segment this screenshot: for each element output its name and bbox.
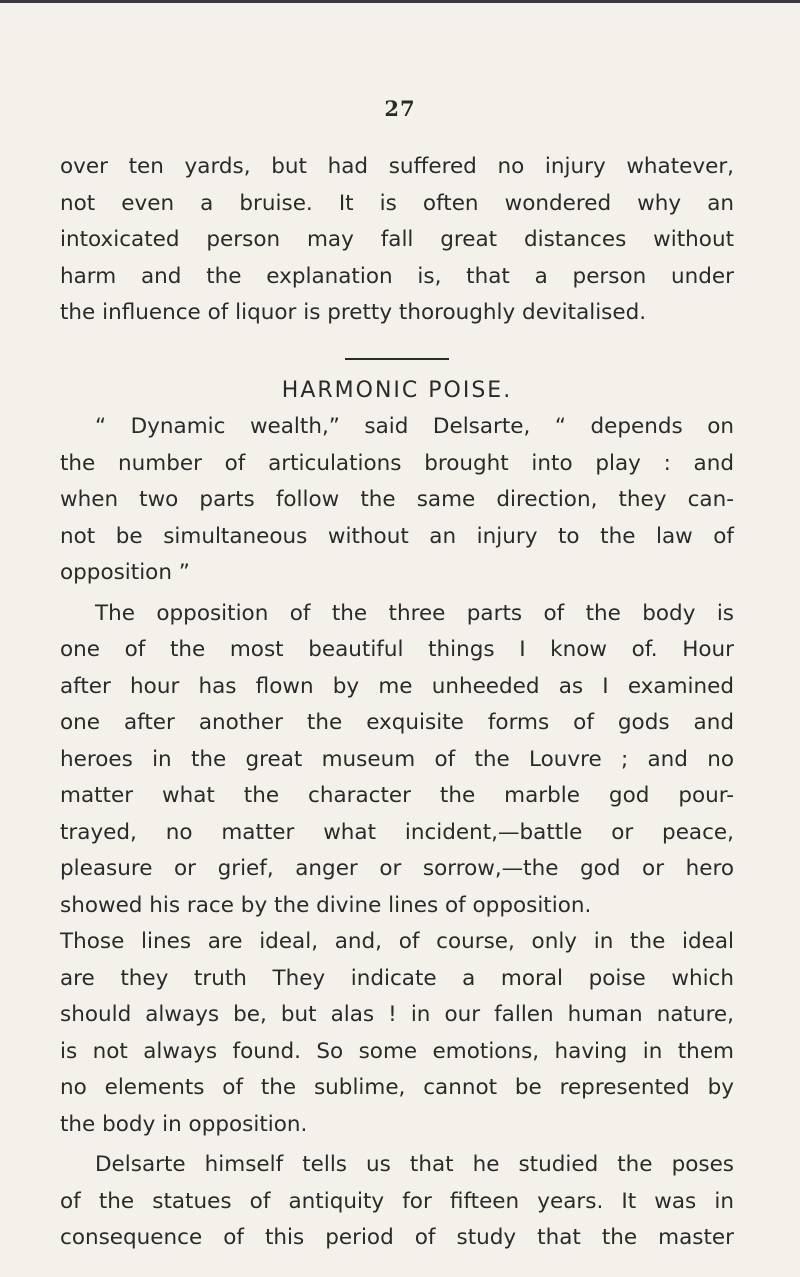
text-line: one after another the exquisite forms of gods and (60, 710, 734, 735)
text-line: opposition ” (60, 560, 190, 585)
text-line: heroes in the great museum of the Louvre ; and no (60, 746, 734, 772)
text-line: is not always found. So some emotions, having in them (60, 1038, 734, 1064)
text-line: intoxicated person may fall great distances without (60, 227, 734, 252)
paragraph-1 (60, 149, 734, 332)
page-number: 27 (384, 96, 416, 121)
text-line: over ten yards, but had suffered no injury whatever, (60, 154, 734, 179)
text-line: pleasure or grief, anger or sorrow,—the god or hero (60, 856, 734, 881)
paragraph-4 (60, 924, 734, 1143)
text-line: are they truth They indicate a moral poise which (60, 965, 734, 991)
text-line: the influence of liquor is pretty thoroughly devitalised. (60, 300, 647, 325)
text-line: consequence of this period of study that the master (60, 1225, 734, 1250)
text-line: trayed, no matter what incident,—battle or peace, (60, 819, 734, 845)
text-line: no elements of the sublime, cannot be represented by (60, 1075, 734, 1100)
text-line: not even a bruise. It is often wondered why an (60, 190, 734, 216)
page-body (60, 149, 734, 1257)
section-heading: HARMONIC POISE. (281, 377, 513, 403)
text-line: matter what the character the marble god pour- (60, 783, 734, 808)
text-line: Delsarte himself tells us that he studied the poses (95, 1152, 734, 1177)
text-line: The opposition of the three parts of the body is (95, 600, 734, 626)
text-line: “ Dynamic wealth,” said Delsarte, “ depends on (95, 414, 734, 439)
text-line: after hour has flown by me unheeded as I examined (60, 673, 734, 699)
page-top-edge (0, 0, 800, 3)
text-line: the number of articulations brought into play : and (60, 450, 734, 476)
text-line: the body in opposition. (60, 1111, 308, 1137)
text-line: when two parts follow the same direction, they can- (60, 487, 734, 512)
text-line: of the statues of antiquity for fifteen years. It was in (60, 1188, 734, 1214)
section-divider (345, 358, 449, 360)
paragraph-3 (60, 596, 734, 925)
paragraph-2 (60, 409, 734, 592)
text-line: should always be, but alas ! in our fallen human nature, (60, 1002, 734, 1027)
text-line: Those lines are ideal, and, of course, only in the ideal (60, 929, 734, 954)
text-line: one of the most beautiful things I know of. Hour (60, 637, 734, 662)
text-line: not be simultaneous without an injury to the law of (60, 523, 734, 549)
text-line: showed his race by the divine lines of opposition. (60, 892, 592, 918)
text-line: harm and the explanation is, that a person under (60, 263, 734, 289)
paragraph-5 (60, 1147, 734, 1257)
